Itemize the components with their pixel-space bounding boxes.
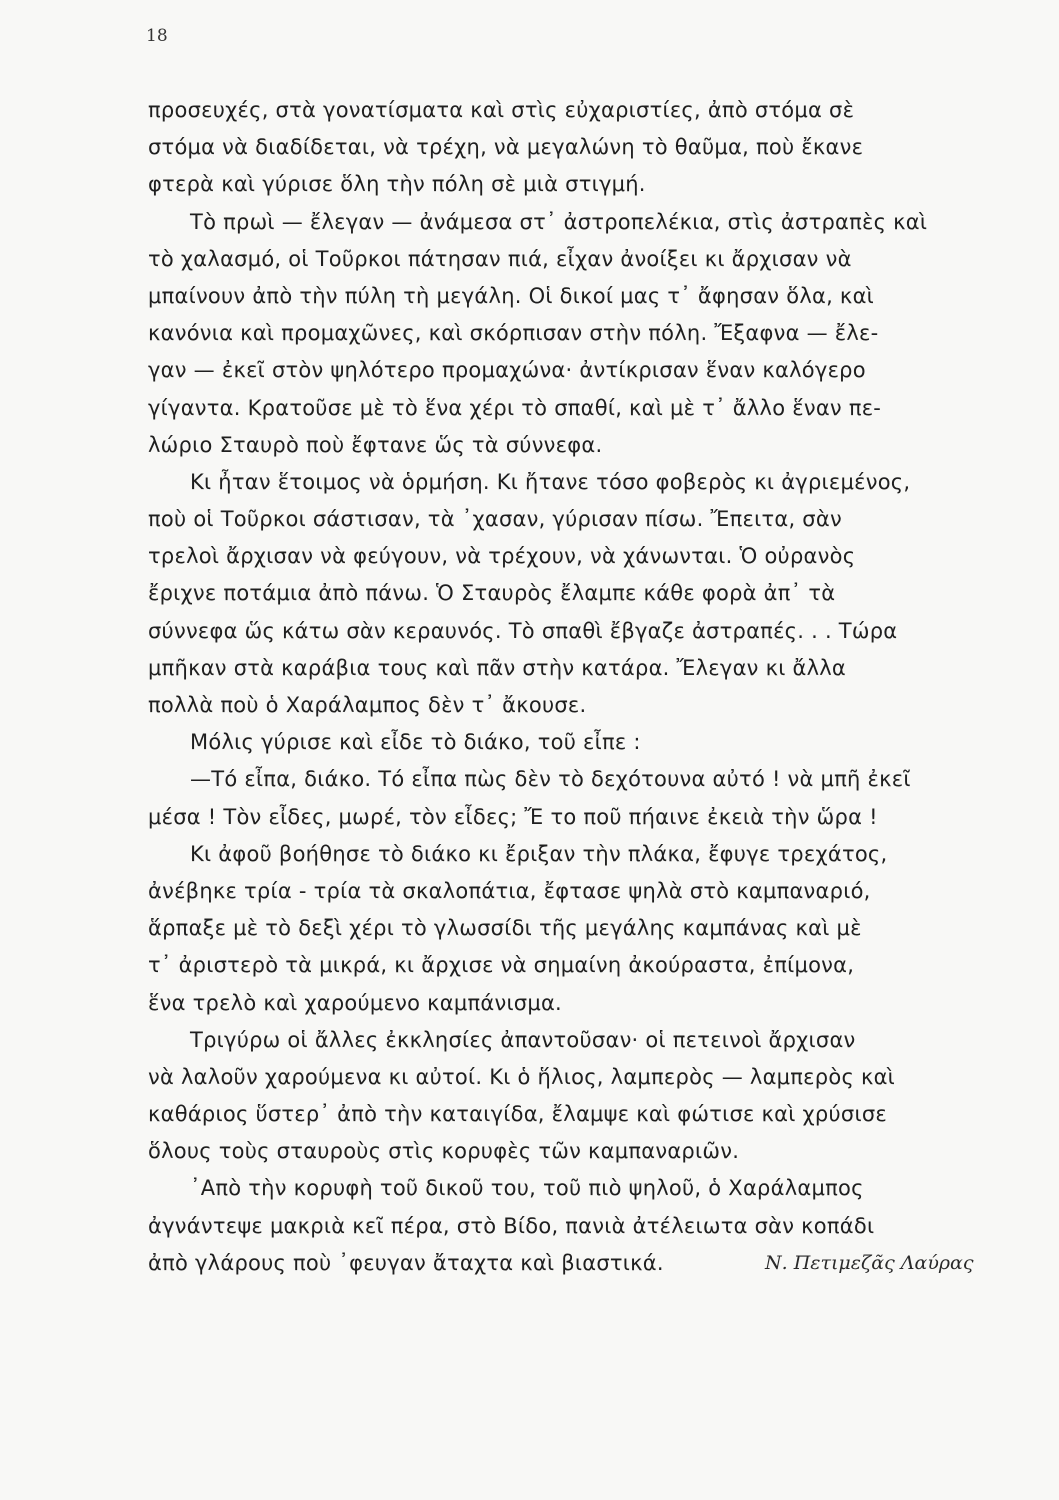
text-line: στόμα νὰ διαδίδεται, νὰ τρέχη, νὰ μεγαλώνη τὸ θαῦμα, ποὺ ἔκανε [148,135,864,160]
text-line: πολλὰ ποὺ ὁ Χαράλαμπος δὲν τ᾿ ἄκουσε. [148,693,587,717]
text-line: μπῆκαν στὰ καράβια τους καὶ πᾶν στὴν κατάρα. Ἔλεγαν κι ἄλλα [148,655,847,680]
text-line: ἀγνάντεψε μακριὰ κεῖ πέρα, στὸ Βίδο, πανιὰ ἀτέλειωτα σὰν κοπάδι [148,1213,875,1238]
text-line: γίγαντα. Κρατοῦσε μὲ τὸ ἕνα χέρι τὸ σπαθί, καὶ μὲ τ᾿ ἄλλο ἕναν πε- [148,395,882,420]
text-line: τ᾿ ἀριστερὸ τὰ μικρά, κι ἄρχισε νὰ σημαίνη ἀκούραστα, ἐπίμονα, [148,953,855,978]
text-line: ᾿Απὸ τὴν κορυφὴ τοῦ δικοῦ του, τοῦ πιὸ ψηλοῦ, ὁ Χαράλαμπος [190,1176,864,1201]
page-number: 18 [146,26,168,46]
text-line: καθάριος ὕστερ᾿ ἀπὸ τὴν καταιγίδα, ἔλαμψε καὶ φώτισε καὶ χρύσισε [148,1102,887,1127]
text-line: ἀνέβηκε τρία - τρία τὰ σκαλοπάτια, ἔφτασε ψηλὰ στὸ καμπαναριό, [148,878,871,903]
text-line: Κι ἀφοῦ βοήθησε τὸ διάκο κι ἔριξαν τὴν πλάκα, ἔφυγε τρεχάτος, [190,841,888,866]
text-line: Κι ἦταν ἕτοιμος νὰ ὁρμήση. Κι ἤτανε τόσο φοβερὸς κι ἀγριεμένος, [190,469,911,494]
text-line: μπαίνουν ἀπὸ τὴν πύλη τὴ μεγάλη. Οἱ δικοί μας τ᾿ ἄφησαν ὅλα, καὶ [148,283,875,308]
text-line: ἅρπαξε μὲ τὸ δεξὶ χέρι τὸ γλωσσίδι τῆς μεγάλης καμπάνας καὶ μὲ [148,916,862,941]
text-line: ὅλους τοὺς σταυροὺς στὶς κορυφὲς τῶν καμπαναριῶν. [148,1139,740,1164]
text-line: προσευχές, στὰ γονατίσματα καὶ στὶς εὐχαριστίες, ἀπὸ στόμα σὲ [148,98,855,122]
text-line: ἕνα τρελὸ καὶ χαρούμενο καμπάνισμα. [148,990,562,1015]
text-line: φτερὰ καὶ γύρισε ὅλη τὴν πόλη σὲ μιὰ στιγμή. [148,172,646,197]
author-signature: Ν. Πετιμεζᾶς Λαύρας [765,1252,974,1274]
text-line: μέσα ! Τὸν εἶδες, μωρέ, τὸν εἶδες; Ἔ το ποῦ πήαινε ἐκειὰ τὴν ὥρα ! [148,804,878,829]
text-line: νὰ λαλοῦν χαρούμενα κι αὐτοί. Κι ὁ ἥλιος, λαμπερὸς — λαμπερὸς καὶ [148,1064,896,1089]
text-line: σύννεφα ὥς κάτω σὰν κεραυνός. Τὸ σπαθὶ ἔβγαζε ἀστραπές. . . Τώρα [148,618,898,643]
text-line: Μόλις γύρισε καὶ εἶδε τὸ διάκο, τοῦ εἶπε : [190,730,641,755]
text-line: κανόνια καὶ προμαχῶνες, καὶ σκόρπισαν στὴν πόλη. Ἔξαφνα — ἔλε- [148,321,879,346]
text-line: τρελοὶ ἄρχισαν νὰ φεύγουν, νὰ τρέχουν, νὰ χάνωνται. Ὁ οὐρανὸς [148,544,856,569]
text-line: Τριγύρω οἱ ἄλλες ἐκκλησίες ἀπαντοῦσαν· οἱ πετεινοὶ ἄρχισαν [190,1027,856,1052]
text-line: ποὺ οἱ Τοῦρκοι σάστισαν, τὰ ᾿χασαν, γύρισαν πίσω. Ἔπειτα, σὰν [148,507,842,532]
text-line: Τὸ πρωὶ — ἔλεγαν — ἀνάμεσα στ᾿ ἀστροπελέκια, στὶς ἀστραπὲς καὶ [190,209,928,234]
text-line: ἔριχνε ποτάμια ἀπὸ πάνω. Ὁ Σταυρὸς ἔλαμπε κάθε φορὰ ἀπ᾿ τὰ [148,581,836,606]
body-text [148,92,1018,1282]
text-line: —Τό εἶπα, διάκο. Τό εἶπα πὼς δὲν τὸ δεχότουνα αὐτό ! νὰ μπῆ ἐκεῖ [190,767,911,792]
text-line: τὸ χαλασμό, οἱ Τοῦρκοι πάτησαν πιά, εἶχαν ἀνοίξει κι ἄρχισαν νὰ [148,246,852,271]
text-line: λώριο Σταυρὸ ποὺ ἔφτανε ὥς τὰ σύννεφα. [148,432,603,457]
text-line: ἀπὸ γλάρους ποὺ ᾿φευγαν ἄταχτα καὶ βιαστικά. [148,1250,664,1275]
text-line: γαν — ἐκεῖ στὸν ψηλότερο προμαχώνα· ἀντίκρισαν ἕναν καλόγερο [148,358,866,383]
